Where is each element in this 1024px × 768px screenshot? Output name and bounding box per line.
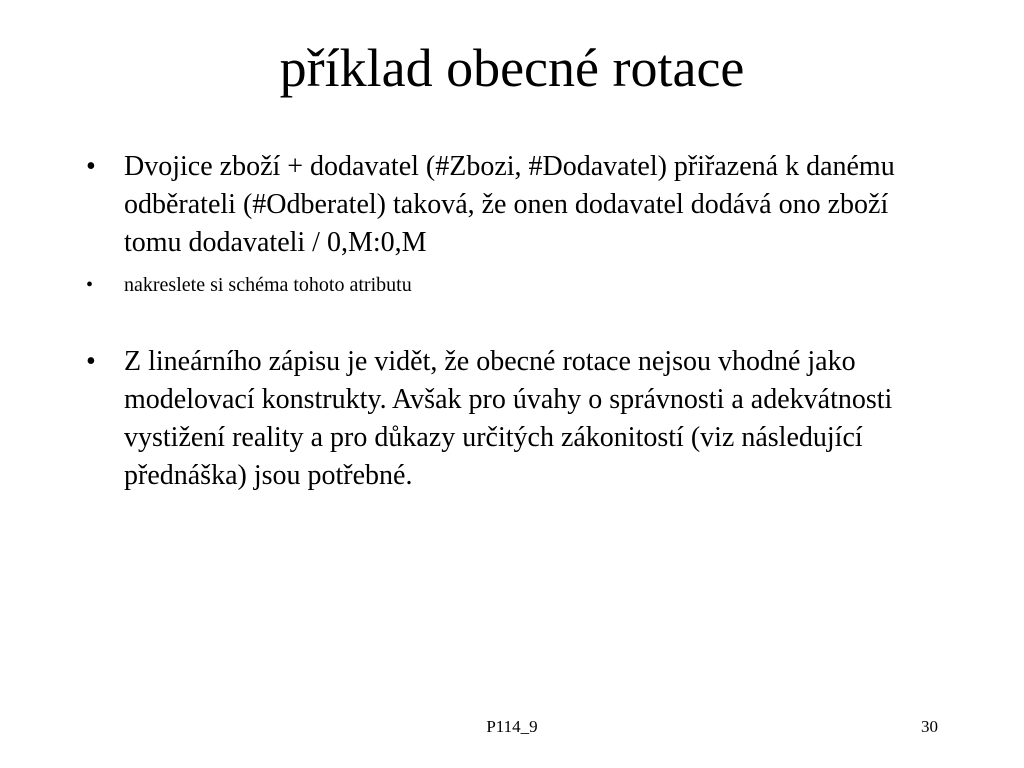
bullet-text: Z lineárního zápisu je vidět, že obecné rotace nejsou vhodné jako modelovací konstrukty. Avšak pro úvahy o správnosti a adekvátnosti vystižení reality a pro důkazy určitých zákonitostí (viz následující přednáška) jsou potřebné. <box>124 346 893 491</box>
bullet-text: Dvojice zboží + dodavatel (#Zbozi, #Dodavatel) přiřazená k danému odběrateli (#Odberatel) taková, že onen dodavatel dodává ono zboží tomu dodavateli / 0,M:0,M <box>124 151 895 258</box>
bullet-marker: • <box>86 274 94 296</box>
bullet-text: nakreslete si schéma tohoto atributu <box>124 274 412 296</box>
slide-title: příklad obecné rotace <box>279 38 745 98</box>
footer-label: P114_9 <box>486 717 538 736</box>
bullet-item-1 <box>86 148 946 262</box>
bullet-marker: • <box>86 151 96 182</box>
bullet-marker: • <box>86 346 96 377</box>
bullet-item-2 <box>86 271 946 299</box>
bullet-list <box>86 148 946 495</box>
bullet-item-3 <box>86 343 946 495</box>
page-number: 30 <box>921 717 938 736</box>
